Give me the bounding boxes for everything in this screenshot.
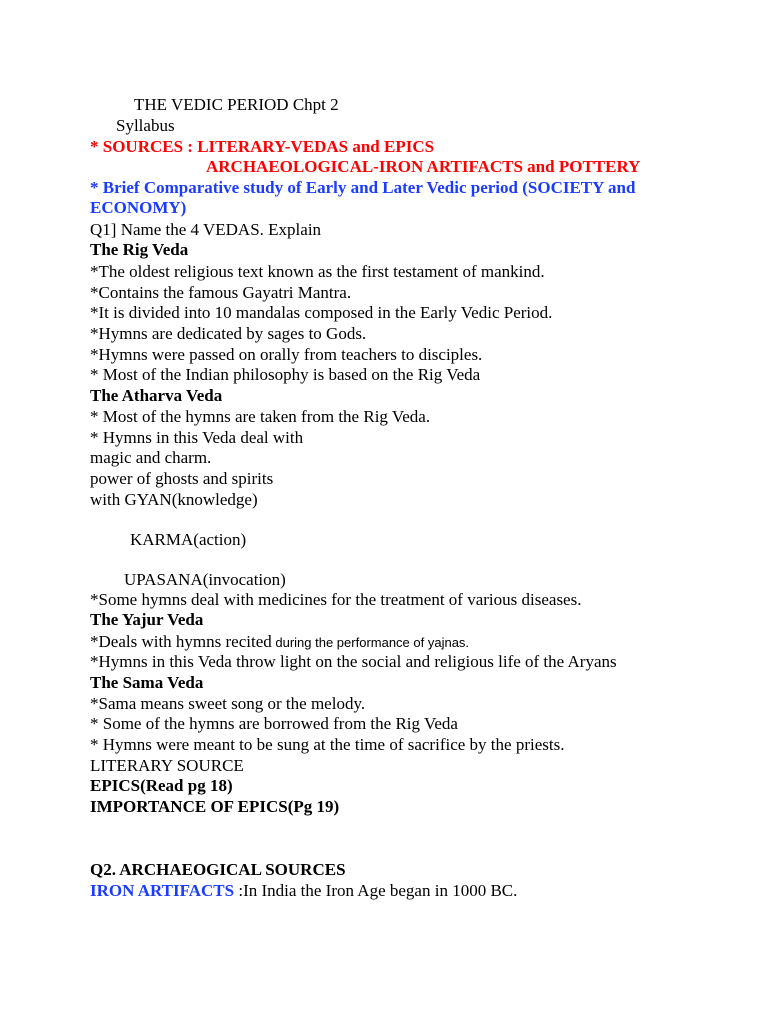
atharva-veda-point: magic and charm. <box>90 448 212 467</box>
yajur-veda-heading: The Yajur Veda <box>90 610 204 629</box>
sama-veda-point: * Hymns were meant to be sung at the time of sacrifice by the priests. <box>90 735 565 754</box>
rig-veda-point: *The oldest religious text known as the first testament of mankind. <box>90 262 545 281</box>
rig-veda-point: *Contains the famous Gayatri Mantra. <box>90 283 352 302</box>
rig-veda-point: * Most of the Indian philosophy is based on the Rig Veda <box>90 365 481 384</box>
yajur-veda-point <box>90 632 469 653</box>
q2-question: Q2. ARCHAEOGICAL SOURCES <box>90 860 346 879</box>
comparative-study-line1: * Brief Comparative study of Early and Later Vedic period (SOCIETY and <box>90 178 636 197</box>
sources-archaeological: ARCHAEOLOGICAL-IRON ARTIFACTS and POTTERY <box>206 157 641 176</box>
rig-veda-heading: The Rig Veda <box>90 240 189 259</box>
atharva-karma: KARMA(action) <box>130 530 247 549</box>
literary-source-label: LITERARY SOURCE <box>90 756 244 775</box>
atharva-veda-point: * Hymns in this Veda deal with <box>90 428 304 447</box>
q1-question: Q1] Name the 4 VEDAS. Explain <box>90 220 322 239</box>
rig-veda-point: *It is divided into 10 mandalas composed in the Early Vedic Period. <box>90 303 553 322</box>
iron-artifacts-line <box>90 881 517 901</box>
yajur-point-small: during the performance of yajnas. <box>271 635 470 650</box>
atharva-veda-point: power of ghosts and spirits <box>90 469 274 488</box>
page-title: THE VEDIC PERIOD Chpt 2 <box>134 95 339 114</box>
rig-veda-point: *Hymns were passed on orally from teachers to disciples. <box>90 345 483 364</box>
sources-line <box>90 137 434 157</box>
atharva-upasana: UPASANA(invocation) <box>124 570 286 589</box>
atharva-veda-point: * Most of the hymns are taken from the Rig Veda. <box>90 407 431 426</box>
atharva-veda-heading: The Atharva Veda <box>90 386 223 405</box>
sama-veda-point: * Some of the hymns are borrowed from the Rig Veda <box>90 714 458 733</box>
comparative-study-line2: ECONOMY) <box>90 198 187 217</box>
atharva-medicine: *Some hymns deal with medicines for the treatment of various diseases. <box>90 590 582 609</box>
iron-artifacts-text: :In India the Iron Age began in 1000 BC. <box>234 881 518 900</box>
iron-artifacts-label: IRON ARTIFACTS <box>90 881 235 900</box>
epics-line: EPICS(Read pg 18) <box>90 776 233 795</box>
sama-veda-heading: The Sama Veda <box>90 673 204 692</box>
atharva-veda-point: with GYAN(knowledge) <box>90 490 258 509</box>
yajur-point-main: *Deals with hymns recited <box>90 632 272 651</box>
importance-of-epics-line: IMPORTANCE OF EPICS(Pg 19) <box>90 797 340 816</box>
sources-star: * <box>90 137 103 156</box>
rig-veda-point: *Hymns are dedicated by sages to Gods. <box>90 324 367 343</box>
sources-literary: SOURCES : LITERARY-VEDAS and EPICS <box>102 137 435 156</box>
syllabus-label: Syllabus <box>116 116 175 135</box>
yajur-veda-point: *Hymns in this Veda throw light on the social and religious life of the Aryans <box>90 652 617 671</box>
sama-veda-point: *Sama means sweet song or the melody. <box>90 694 366 713</box>
